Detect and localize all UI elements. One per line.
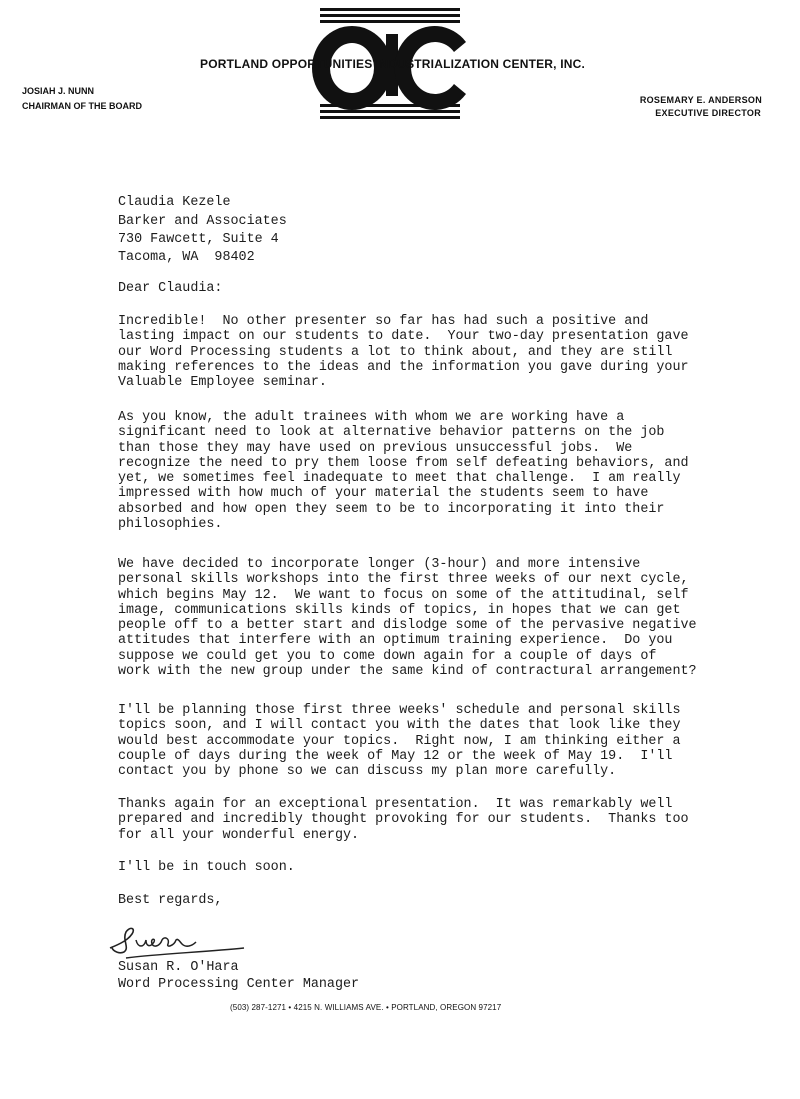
- letterhead-footer: (503) 287-1271 • 4215 N. WILLIAMS AVE. • PORTLAND, OREGON 97217: [230, 1003, 502, 1012]
- recipient-street: 730 Fawcett, Suite 4: [118, 232, 279, 247]
- handwritten-signature: [106, 918, 256, 962]
- salutation: Dear Claudia:: [118, 281, 223, 296]
- chairman-name: JOSIAH J. NUNN: [22, 86, 95, 96]
- recipient-company: Barker and Associates: [118, 214, 287, 229]
- paragraph-2: As you know, the adult trainees with whom we are working have a significant need to look at alternative behavior patterns on the job than those they may have used on previous unsuccessful jobs. We recognize the need to pry them loose from self defeating behaviors, and yet, we sometimes feel inadequate to meet that challenge. I am really impressed with how much of your material the students seem to have absorbed and how open they seem to be to incorporating it into their philosophies.: [118, 410, 689, 533]
- paragraph-4: I'll be planning those first three weeks' schedule and personal skills topics soon, and I will contact you with the dates that look like they would best accommodate your topics. Right now, I am thinking either a couple of days during the week of May 12 or the week of May 19. I'll contact you by phone so we can discuss my plan more carefully.: [118, 703, 681, 780]
- recipient-name: Claudia Kezele: [118, 195, 231, 210]
- paragraph-6: I'll be in touch soon.: [118, 860, 295, 875]
- paragraph-3: We have decided to incorporate longer (3-hour) and more intensive personal skills workshops into the first three weeks of our next cycle, which begins May 12. We want to focus on some of the attitudinal, self image, communications skills kinds of topics, in hopes that we can get people off to a better start and dislodge some of the pervasive negative attitudes that interfere with an optimum training experience. Do you suppose we could get you to come down again for a couple of days of work with the new group under the same kind of contractural arrangement?: [118, 557, 697, 680]
- director-block: [640, 94, 762, 120]
- director-name: ROSEMARY E. ANDERSON: [639, 95, 762, 105]
- director-title: EXECUTIVE DIRECTOR: [655, 108, 761, 118]
- recipient-city: Tacoma, WA 98402: [118, 250, 255, 265]
- signer-name: Susan R. O'Hara: [118, 960, 239, 975]
- closing: Best regards,: [118, 893, 223, 908]
- paragraph-1: Incredible! No other presenter so far has had such a positive and lasting impact on our students to date. Your two-day presentation gave our Word Processing students a lot to think about, and they are still making references to the ideas and the information you gave during your Valuable Employee seminar.: [118, 314, 689, 391]
- paragraph-5: Thanks again for an exceptional presentation. It was remarkably well prepared and incredibly thought provoking for our students. Thanks too for all your wonderful energy.: [118, 797, 689, 843]
- chairman-title: CHAIRMAN OF THE BOARD: [22, 101, 142, 111]
- organization-name: PORTLAND OPPORTUNITIES INDUSTRIALIZATION CENTER, INC.: [200, 57, 586, 71]
- chairman-block: [22, 84, 142, 114]
- signer-title: Word Processing Center Manager: [118, 977, 360, 992]
